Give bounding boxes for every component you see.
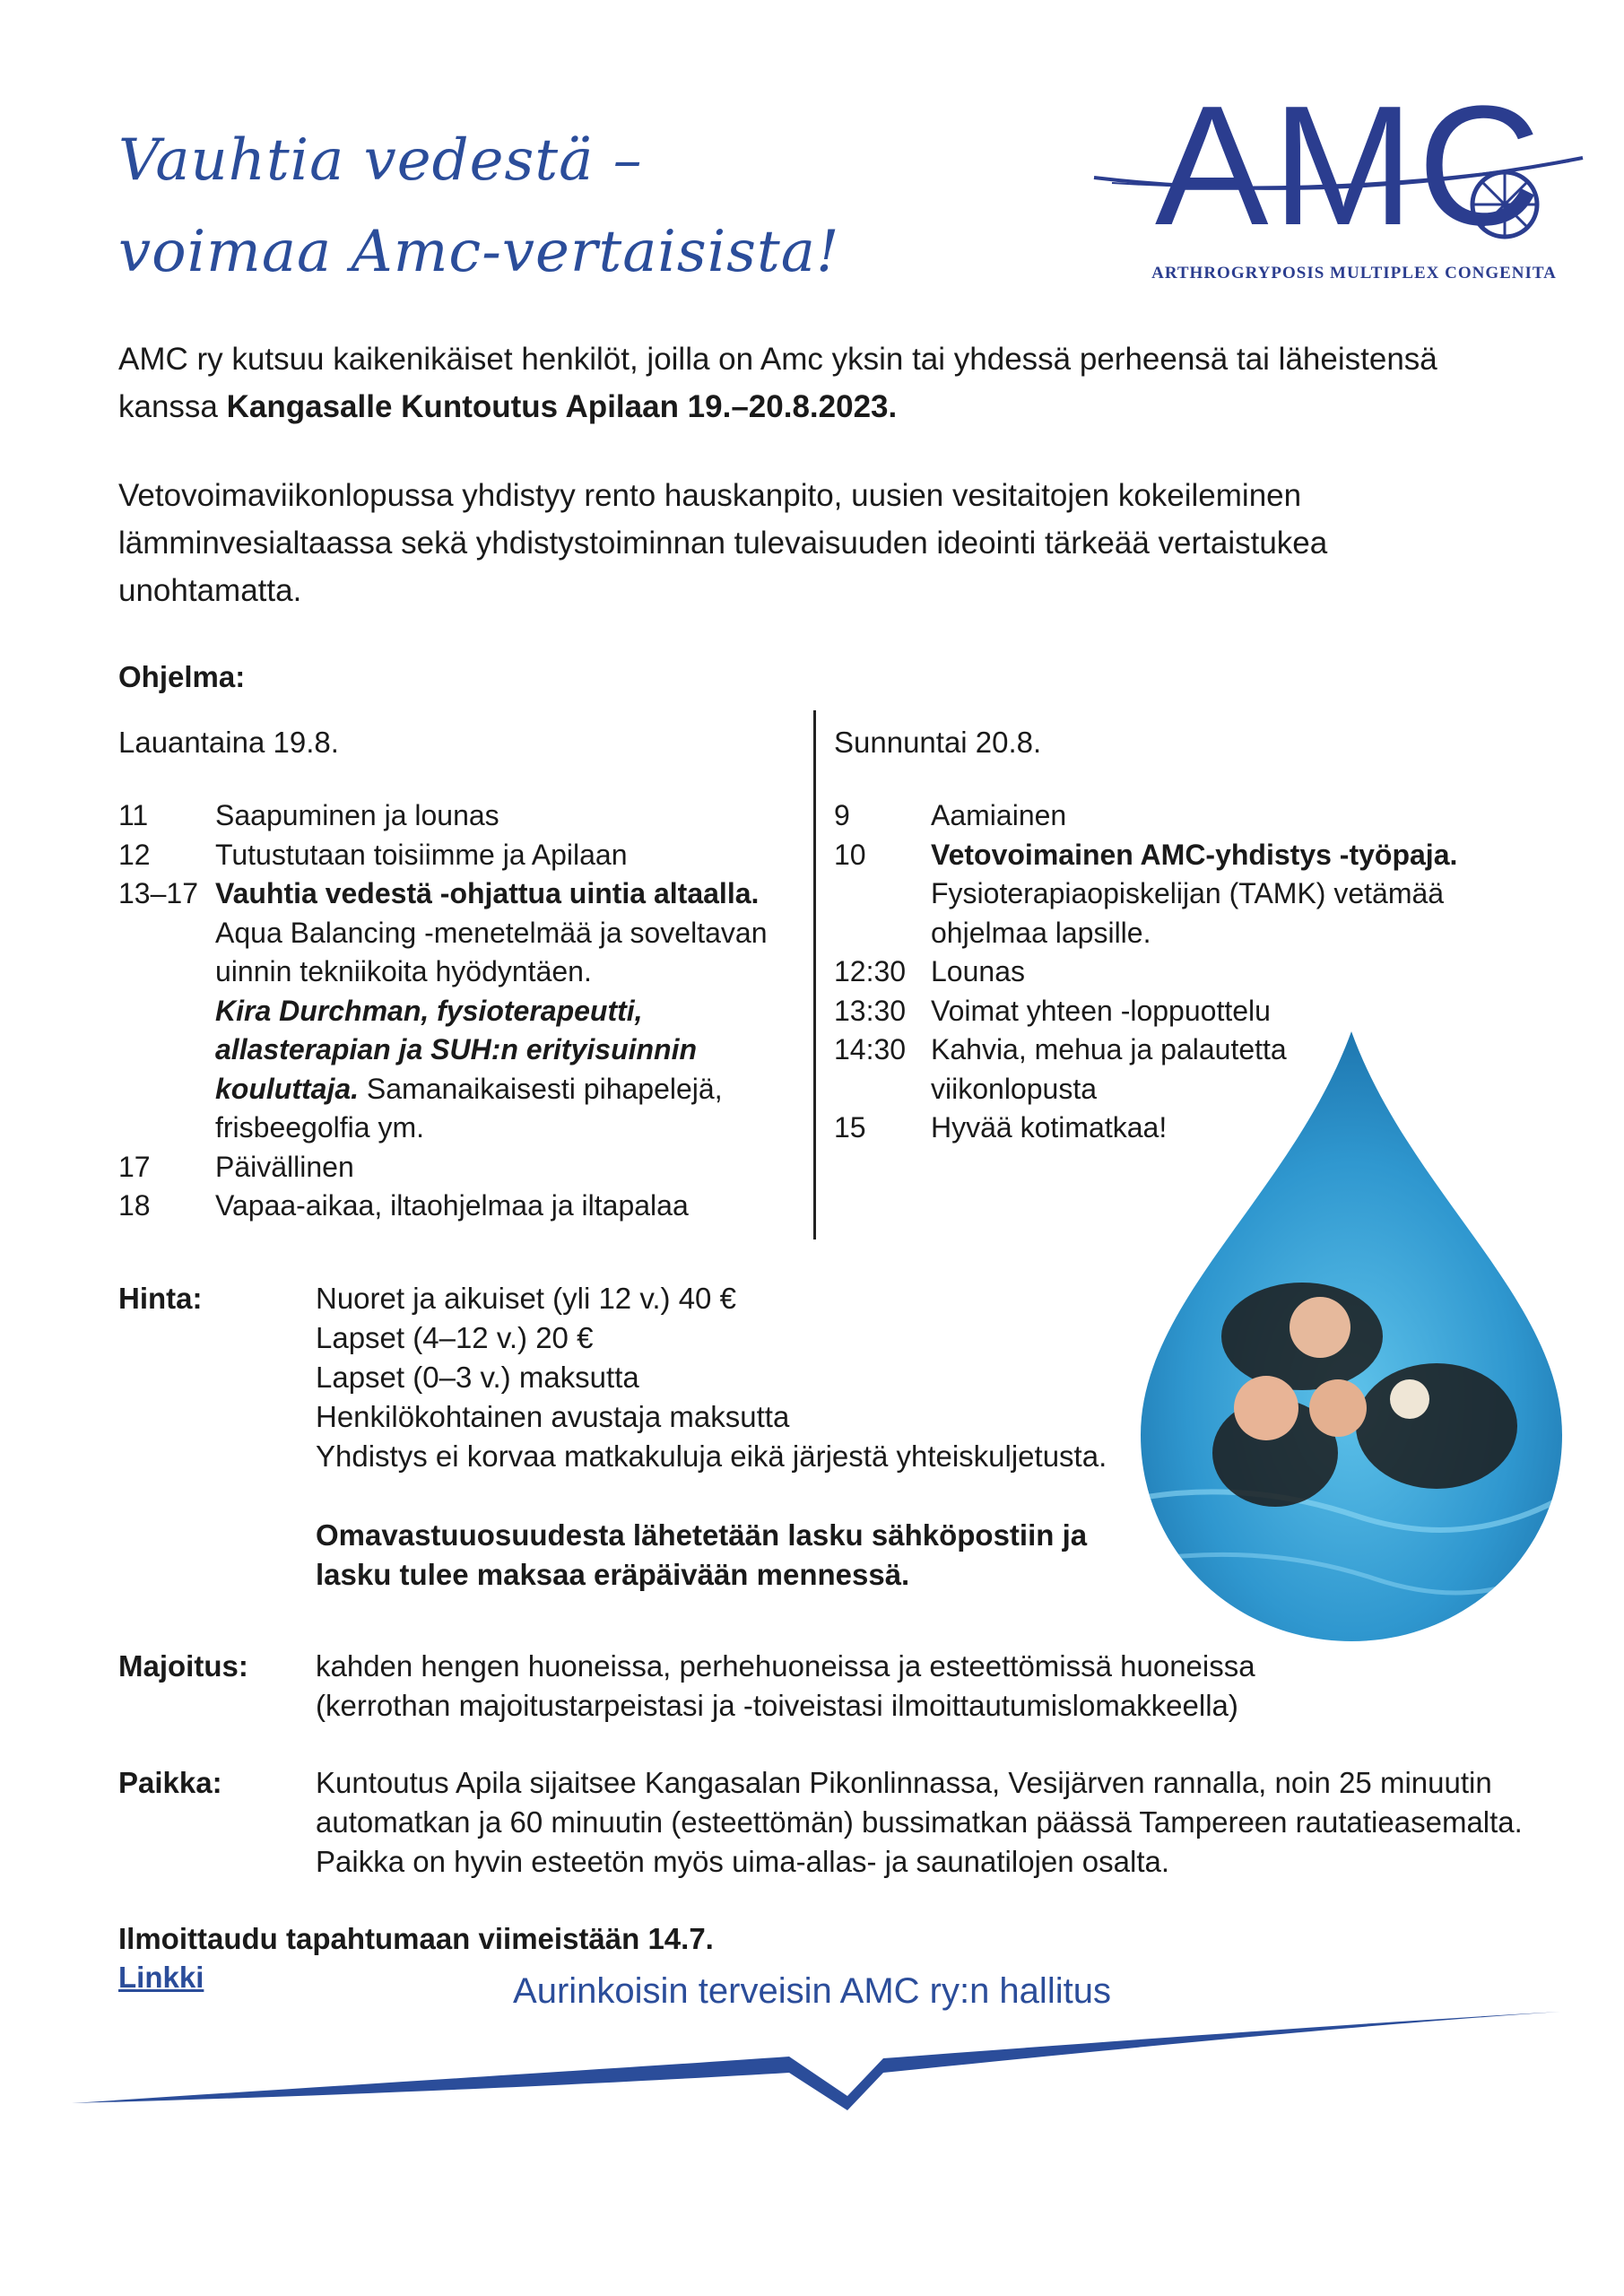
- price-line: Yhdistys ei korvaa matkakuluja eikä järjestä yhteiskuljetusta.: [316, 1439, 1107, 1473]
- signup-link[interactable]: Linkki: [118, 1961, 204, 1994]
- place-label: Paikka:: [118, 1766, 222, 1799]
- schedule-row: [118, 874, 800, 1148]
- schedule-text: Kahvia, mehua ja palautetta viikonlopusta: [931, 1033, 1287, 1105]
- schedule-text: Hyvää kotimatkaa!: [931, 1111, 1168, 1144]
- schedule-time: 12: [118, 838, 151, 871]
- schedule-text: Aamiainen: [931, 799, 1067, 831]
- lodging-label: Majoitus:: [118, 1649, 248, 1683]
- lodging-line: kahden hengen huoneissa, perhehuoneissa ja esteettömissä huoneissa: [316, 1649, 1255, 1683]
- schedule-time: 15: [834, 1111, 866, 1144]
- schedule-text: Päivällinen: [215, 1150, 354, 1183]
- schedule-text-block: [931, 836, 1515, 953]
- schedule-text: Saapuminen ja lounas: [215, 799, 499, 831]
- place-details: [316, 1763, 1571, 1882]
- schedule-time: 12:30: [834, 955, 907, 987]
- schedule-text: Fysioterapiaopiskelijan (TAMK) vetämää ohjelmaa lapsille.: [931, 877, 1445, 949]
- sunday-title: Sunnuntai 20.8.: [834, 726, 1042, 759]
- saturday-title: Lauantaina 19.8.: [118, 726, 339, 759]
- price-details: [316, 1279, 1571, 1595]
- schedule-text: Vapaa-aikaa, iltaohjelmaa ja iltapalaa: [215, 1189, 689, 1222]
- lodging-line: (kerrothan majoitustarpeistasi ja -toiveistasi ilmoittautumislomakkeella): [316, 1689, 1238, 1722]
- intro-text: AMC ry kutsuu kaikenikäiset henkilöt, joilla on Amc yksin tai yhdessä perheensä tai läheistensä kanssa: [118, 342, 1437, 424]
- schedule-bold-text: Vetovoimainen AMC-yhdistys -työpaja.: [931, 838, 1458, 871]
- headline-line-1: Vauhtia vedestä –: [118, 127, 643, 194]
- price-line: Henkilökohtainen avustaja maksutta: [316, 1400, 790, 1433]
- schedule-time: 13–17: [118, 877, 198, 909]
- intro-paragraph-2: Vetovoimaviikonlopussa yhdistyy rento hauskanpito, uusien vesitaitojen kokeileminen lämminvesialtaassa sekä yhdistystoiminnan tulevaisuuden ideointi tärkeää vertaistukea unohtamatta.: [118, 478, 1328, 608]
- schedule-time: 17: [118, 1150, 151, 1183]
- price-line: Lapset (4–12 v.) 20 €: [316, 1321, 594, 1354]
- price-label: Hinta:: [118, 1282, 203, 1315]
- price-line: Lapset (0–3 v.) maksutta: [316, 1361, 639, 1394]
- place-line: Kuntoutus Apila sijaitsee Kangasalan Pikonlinnassa, Vesijärven rannalla, noin 25 minuutin: [316, 1766, 1492, 1799]
- schedule-row: [118, 1148, 800, 1187]
- price-note: Omavastuuosuudesta lähetetään lasku sähköpostiin ja: [316, 1518, 1088, 1552]
- schedule-row: [834, 836, 1515, 953]
- schedule-time: 10: [834, 838, 866, 871]
- logo-subtitle: ARTHROGRYPOSIS MULTIPLEX CONGENITA: [1151, 264, 1557, 283]
- schedule-time: 9: [834, 799, 850, 831]
- intro-highlight: Kangasalle Kuntoutus Apilaan 19.–20.8.2023.: [226, 389, 898, 424]
- column-divider: [813, 710, 816, 1239]
- schedule-text: Lounas: [931, 955, 1025, 987]
- schedule-row: [118, 836, 800, 875]
- schedule-row: [834, 796, 1515, 836]
- schedule-text: Voimat yhteen -loppuottelu: [931, 994, 1271, 1027]
- footer-greeting: Aurinkoisin terveisin AMC ry:n hallitus: [513, 1971, 1111, 2011]
- schedule-time: 18: [118, 1189, 151, 1222]
- schedule-text: Tutustutaan toisiimme ja Apilaan: [215, 838, 628, 871]
- signup-deadline: Ilmoittaudu tapahtumaan viimeistään 14.7.: [118, 1922, 714, 1955]
- amc-logo: [1085, 72, 1587, 305]
- saturday-schedule: [118, 796, 800, 1226]
- lodging-details: [316, 1647, 1571, 1726]
- place-line: Paikka on hyvin esteetön myös uima-allas- ja saunatilojen osalta.: [316, 1845, 1170, 1878]
- intro-paragraph: [118, 335, 1517, 430]
- schedule-time: 13:30: [834, 994, 907, 1027]
- headline-line-2: voimaa Amc-vertaisista!: [118, 219, 840, 285]
- program-heading: Ohjelma:: [118, 660, 246, 693]
- schedule-time: 14:30: [834, 1033, 907, 1065]
- headline: [118, 115, 979, 298]
- schedule-text-block: [215, 874, 800, 1148]
- schedule-time: 11: [118, 799, 149, 831]
- schedule-row: [834, 992, 1515, 1031]
- instructor-text: Kira Durchman, fysioterapeutti, allasterapian ja SUH:n erityisuinnin kouluttaja.: [215, 994, 698, 1105]
- schedule-row: [118, 1187, 800, 1226]
- place-line: automatkan ja 60 minuutin (esteettömän) bussimatkan päässä Tampereen rautatieasemalta.: [316, 1805, 1523, 1839]
- schedule-bold-text: Vauhtia vedestä -ohjattua uintia altaalla.: [215, 877, 760, 909]
- schedule-text: Samanaikaisesti pihapelejä, frisbeegolfia ym.: [215, 1072, 723, 1144]
- price-line: Nuoret ja aikuiset (yli 12 v.) 40 €: [316, 1282, 736, 1315]
- schedule-row: [118, 796, 800, 836]
- price-note: lasku tulee maksaa eräpäivään mennessä.: [316, 1558, 910, 1591]
- schedule-row: [834, 952, 1515, 992]
- schedule-text: Aqua Balancing -menetelmää ja soveltavan uinnin tekniikoita hyödyntäen.: [215, 916, 768, 987]
- logo-letters: AMC: [1154, 71, 1545, 261]
- decorative-wave: [72, 1996, 1560, 2112]
